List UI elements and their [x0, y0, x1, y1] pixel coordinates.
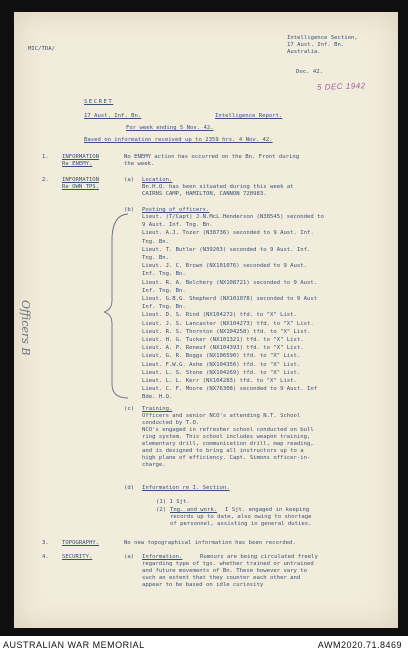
posting-line: Inf. Tng. Bn.	[142, 271, 186, 278]
posting-line: Lieut. D. S. Rind (NX104272) tfd. to "X" List.	[142, 312, 297, 319]
subsection-b-heading: Posting of officers.	[142, 207, 210, 213]
posting-line: Lieut. A. P. Reneuf (NX104393) tfd. to "X" List.	[142, 345, 304, 352]
section-1-number: 1.	[42, 154, 49, 160]
posting-line: Lieut. F.W.G. Ashe (NX104356) tfd. to "X" List.	[142, 361, 301, 368]
training-line: NCO's engaged in refresher school conducted on bull	[142, 427, 314, 433]
posting-line: Tng. Bn.	[142, 255, 169, 261]
posting-line: Lieut. G. R. Boggs (NX106590) tfd. to "X" List.	[142, 353, 301, 360]
footer-left: AUSTRALIAN WAR MEMORIAL	[3, 640, 145, 650]
location-text-2: CAIRNS CAMP, HAMILTON, CANNON 720983.	[142, 191, 267, 197]
posting-line: Tng. Bn.	[142, 238, 169, 245]
section-3-text: No new topographical information has been recorded.	[124, 540, 296, 546]
isection-item-2-text-3: of personnel, assisting in general duties.	[170, 521, 312, 527]
posting-line: Lieut. R. S. Thornton (NX104258) tfd. to "X" List.	[142, 328, 311, 335]
subsection-c-label: (c)	[124, 406, 135, 412]
subsection-a-label: (a)	[124, 177, 135, 183]
header-line-3: Australia.	[287, 49, 321, 55]
subsection-d-heading: Information re I. Section.	[142, 485, 230, 491]
isection-item-2-label: (2)	[156, 507, 167, 513]
posting-line: Lieut. J. C. Brown (NX101076) seconded to 9 Aust.	[142, 263, 308, 270]
section-1-text-2: the week.	[124, 161, 155, 167]
security-line: regarding type of tgs. whether trained or untrained	[142, 561, 314, 567]
security-text-first: Rumours are being circulated freely	[200, 554, 318, 560]
posting-line: Inf. Tng. Bn.	[142, 304, 186, 311]
week-line: For week ending 5 Nov. 42.	[126, 125, 214, 131]
section-3-heading: TOPOGRAPHY.	[62, 540, 100, 546]
document-number: Doc. 42.	[296, 69, 323, 75]
bracket-line	[104, 214, 128, 398]
footer-right: AWM2020.71.8469	[317, 640, 402, 650]
posting-line: 9 Aust. Inf. Tng. Bn.	[142, 222, 213, 229]
posting-line: Bde. H.Q.	[142, 394, 173, 401]
subsection-b-label: (b)	[124, 207, 135, 213]
section-3-number: 3.	[42, 540, 49, 546]
posting-line: Lieut. (T/Capt) J.N.McL.Henderson (N38545) seconded to	[142, 214, 324, 220]
subsection-c-heading: Training.	[142, 406, 173, 412]
training-line: ring system. This school includes weapon training,	[142, 434, 311, 440]
section-4a-label: (a)	[124, 554, 135, 560]
handwritten-annotation: Officers B	[19, 300, 32, 356]
training-line: charge.	[142, 462, 166, 468]
isection-item-1: (1) 1 Sjt.	[156, 499, 190, 505]
section-2-heading-2: Re OWN TPS.	[62, 184, 100, 190]
section-2-number: 2.	[42, 177, 49, 183]
location-text-1: Bn.H.Q. has been situated during this week at	[142, 184, 294, 190]
security-line: appear to be based on idle curiosity	[142, 582, 264, 588]
posting-line: Lieut. L. S. Stone (NX104269) tfd. to "X" List.	[142, 369, 301, 376]
header-line-1: Intelligence Section,	[287, 35, 358, 41]
posting-line: Lieut. L. L. Kerr (NX104283) tfd. to "X" List.	[142, 378, 297, 384]
training-line: Officers and senior NCO's attending N.T. School	[142, 413, 301, 419]
posting-line: Inf. Tng. Bn.	[142, 287, 186, 294]
posting-line: Lieut. A.J. Tozer (N38736) seconded to 9 Aust. Inf.	[142, 230, 314, 237]
unit-name: 17 Aust. Inf. Bn.	[84, 113, 142, 119]
training-line: and is designed to bring all instructors up to a	[142, 448, 304, 454]
header-line-2: 17 Aust. Inf. Bn.	[287, 42, 345, 48]
section-1-heading-1: INFORMATION	[62, 154, 100, 160]
isection-item-2-text-2: records up to date, also owing to shortage	[170, 514, 312, 520]
posting-line: Lieut. J. S. Lancaster (NX104273) tfd. to "X" List.	[142, 320, 314, 327]
section-4-heading: SECURITY.	[62, 554, 93, 560]
section-4-number: 4.	[42, 554, 49, 560]
based-line: Based on information received up to 2359 hrs. 4 Nov. 42.	[84, 137, 273, 143]
security-line: and future movements of Bn. These however vary to	[142, 568, 308, 574]
posting-line: Lieut. T. Butler (N39203) seconded to 9 Aust. Inf.	[142, 246, 311, 253]
section-1-heading-2: Re ENEMY.	[62, 161, 93, 167]
reference-code: MIC/TDA/	[28, 46, 55, 52]
training-line: conducted by T.O.	[142, 420, 200, 426]
isection-item-2-text-1: I Sjt. engaged in keeping	[225, 507, 310, 513]
subsection-d-label: (d)	[124, 485, 135, 491]
posting-line: Lieut. H. G. Tucker (NX101321) tfd. to "X" List.	[142, 337, 304, 343]
posting-line: Lieut. R. A. Belchery (NX108721) seconded to 9 Aust.	[142, 279, 318, 286]
section-4a-heading: Information.	[142, 554, 183, 560]
posting-line: Lieut. G.B.G. Shepherd (NX101078) seconded to 9 Aust	[142, 296, 318, 302]
report-title: Intelligence Report.	[215, 113, 283, 119]
isection-item-2-heading: Tng. and work.	[170, 507, 218, 513]
section-1-text-1: No ENEMY action has occurred on the Bn. Front during	[124, 154, 300, 160]
archive-footer	[0, 636, 408, 653]
received-stamp: 5 DEC 1942	[316, 81, 366, 92]
training-line: elementary drill, communication drill, map reading,	[142, 441, 314, 447]
security-line: such an extent that they counter each other and	[142, 575, 301, 581]
subsection-a-heading: Location.	[142, 177, 173, 183]
posting-line: Lieut. C. F. Moore (NX76308) seconded to 9 Aust. Inf	[142, 386, 318, 393]
classification: SECRET	[84, 99, 114, 105]
section-2-heading-1: INFORMATION	[62, 177, 100, 183]
training-line: high plane of efficiency. Capt. Simons officer-in-	[142, 455, 311, 461]
